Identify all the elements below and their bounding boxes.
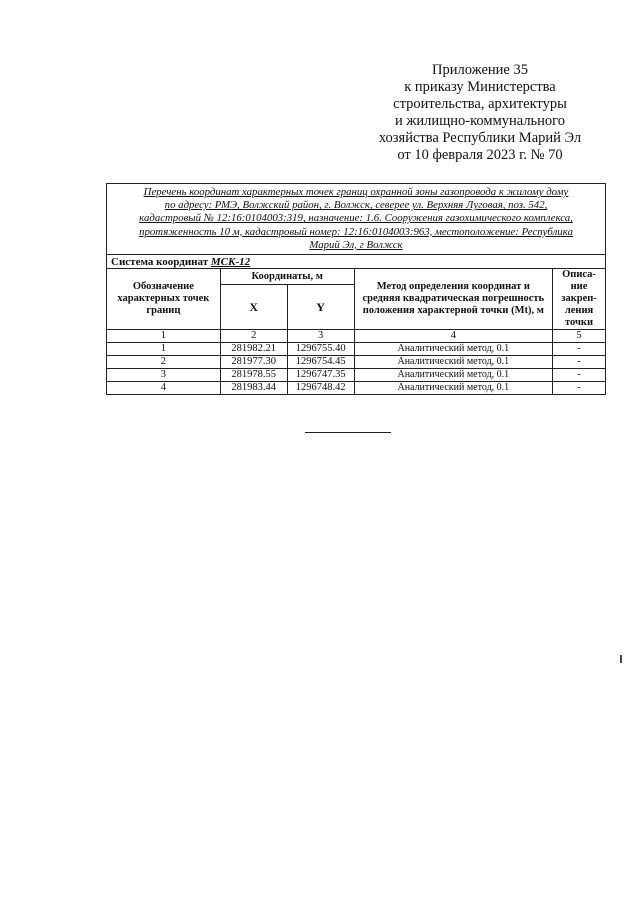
header-line: к приказу Министерства — [404, 79, 556, 95]
coordinate-system-label: Система координат — [111, 255, 209, 268]
header-y: Y — [287, 285, 354, 330]
column-number: 4 — [354, 330, 552, 343]
header-method: Метод определения координат и средняя квадратическая погрешность положения характерной точки (Mt), м — [354, 269, 552, 330]
table-title-line: протяженность 10 м, кадастровый номер: 12:16:0104003:963, местоположение: Республика — [139, 225, 573, 238]
column-number-row — [107, 330, 606, 343]
point-number: 4 — [107, 382, 221, 395]
header-line: от 10 февраля 2023 г. № 70 — [397, 147, 563, 163]
coord-y: 1296755.40 — [287, 343, 354, 356]
coord-x: 281982.21 — [220, 343, 287, 356]
point-number: 3 — [107, 369, 221, 382]
header-designation: Обозначение характерных точек границ — [107, 269, 221, 330]
table-row — [107, 356, 606, 369]
coord-y: 1296747.35 — [287, 369, 354, 382]
header-x: X — [220, 285, 287, 330]
column-number: 1 — [107, 330, 221, 343]
table-row — [107, 343, 606, 356]
point-number: 2 — [107, 356, 221, 369]
coord-y: 1296748.42 — [287, 382, 354, 395]
coord-x: 281977.30 — [220, 356, 287, 369]
closing-divider — [305, 432, 391, 433]
coord-x: 281983.44 — [220, 382, 287, 395]
column-number: 2 — [220, 330, 287, 343]
method: Аналитический метод, 0.1 — [354, 382, 552, 395]
header-line: хозяйства Республики Марий Эл — [378, 130, 582, 146]
scan-mark — [620, 655, 622, 663]
appendix-header — [330, 62, 630, 164]
table-title-line: Перечень координат характерных точек границ охранной зоны газопровода к жилому дому — [143, 186, 569, 198]
coord-x: 281978.55 — [220, 369, 287, 382]
header-description: Описа-ние закреп-ления точки — [553, 269, 606, 330]
table-title — [107, 184, 606, 255]
table-row — [107, 382, 606, 395]
header-coordinates: Координаты, м — [220, 269, 354, 285]
description: - — [553, 369, 606, 382]
coord-y: 1296754.45 — [287, 356, 354, 369]
method: Аналитический метод, 0.1 — [354, 343, 552, 356]
column-number: 3 — [287, 330, 354, 343]
description: - — [553, 356, 606, 369]
coordinate-system-value: МСК-12 — [210, 255, 251, 268]
header-line: и жилищно-коммунального — [394, 113, 566, 129]
method: Аналитический метод, 0.1 — [354, 369, 552, 382]
description: - — [553, 343, 606, 356]
table-title-line: по адресу: РМЭ, Волжский район, г. Волжск, северее ул. Верхняя Луговая, поз. 542, — [164, 199, 548, 212]
description: - — [553, 382, 606, 395]
table-title-line: кадастровый № 12:16:0104003:319, назначение: 1.6. Сооружения газохимического комплекса, — [139, 212, 573, 225]
column-number: 5 — [553, 330, 606, 343]
coordinate-system-row — [107, 255, 606, 269]
table-title-line: Марий Эл, г Волжск — [309, 238, 403, 251]
method: Аналитический метод, 0.1 — [354, 356, 552, 369]
header-line: строительства, архитектуры — [393, 96, 567, 112]
coordinates-table — [106, 183, 606, 395]
header-line: Приложение 35 — [432, 62, 528, 78]
point-number: 1 — [107, 343, 221, 356]
table-row — [107, 369, 606, 382]
